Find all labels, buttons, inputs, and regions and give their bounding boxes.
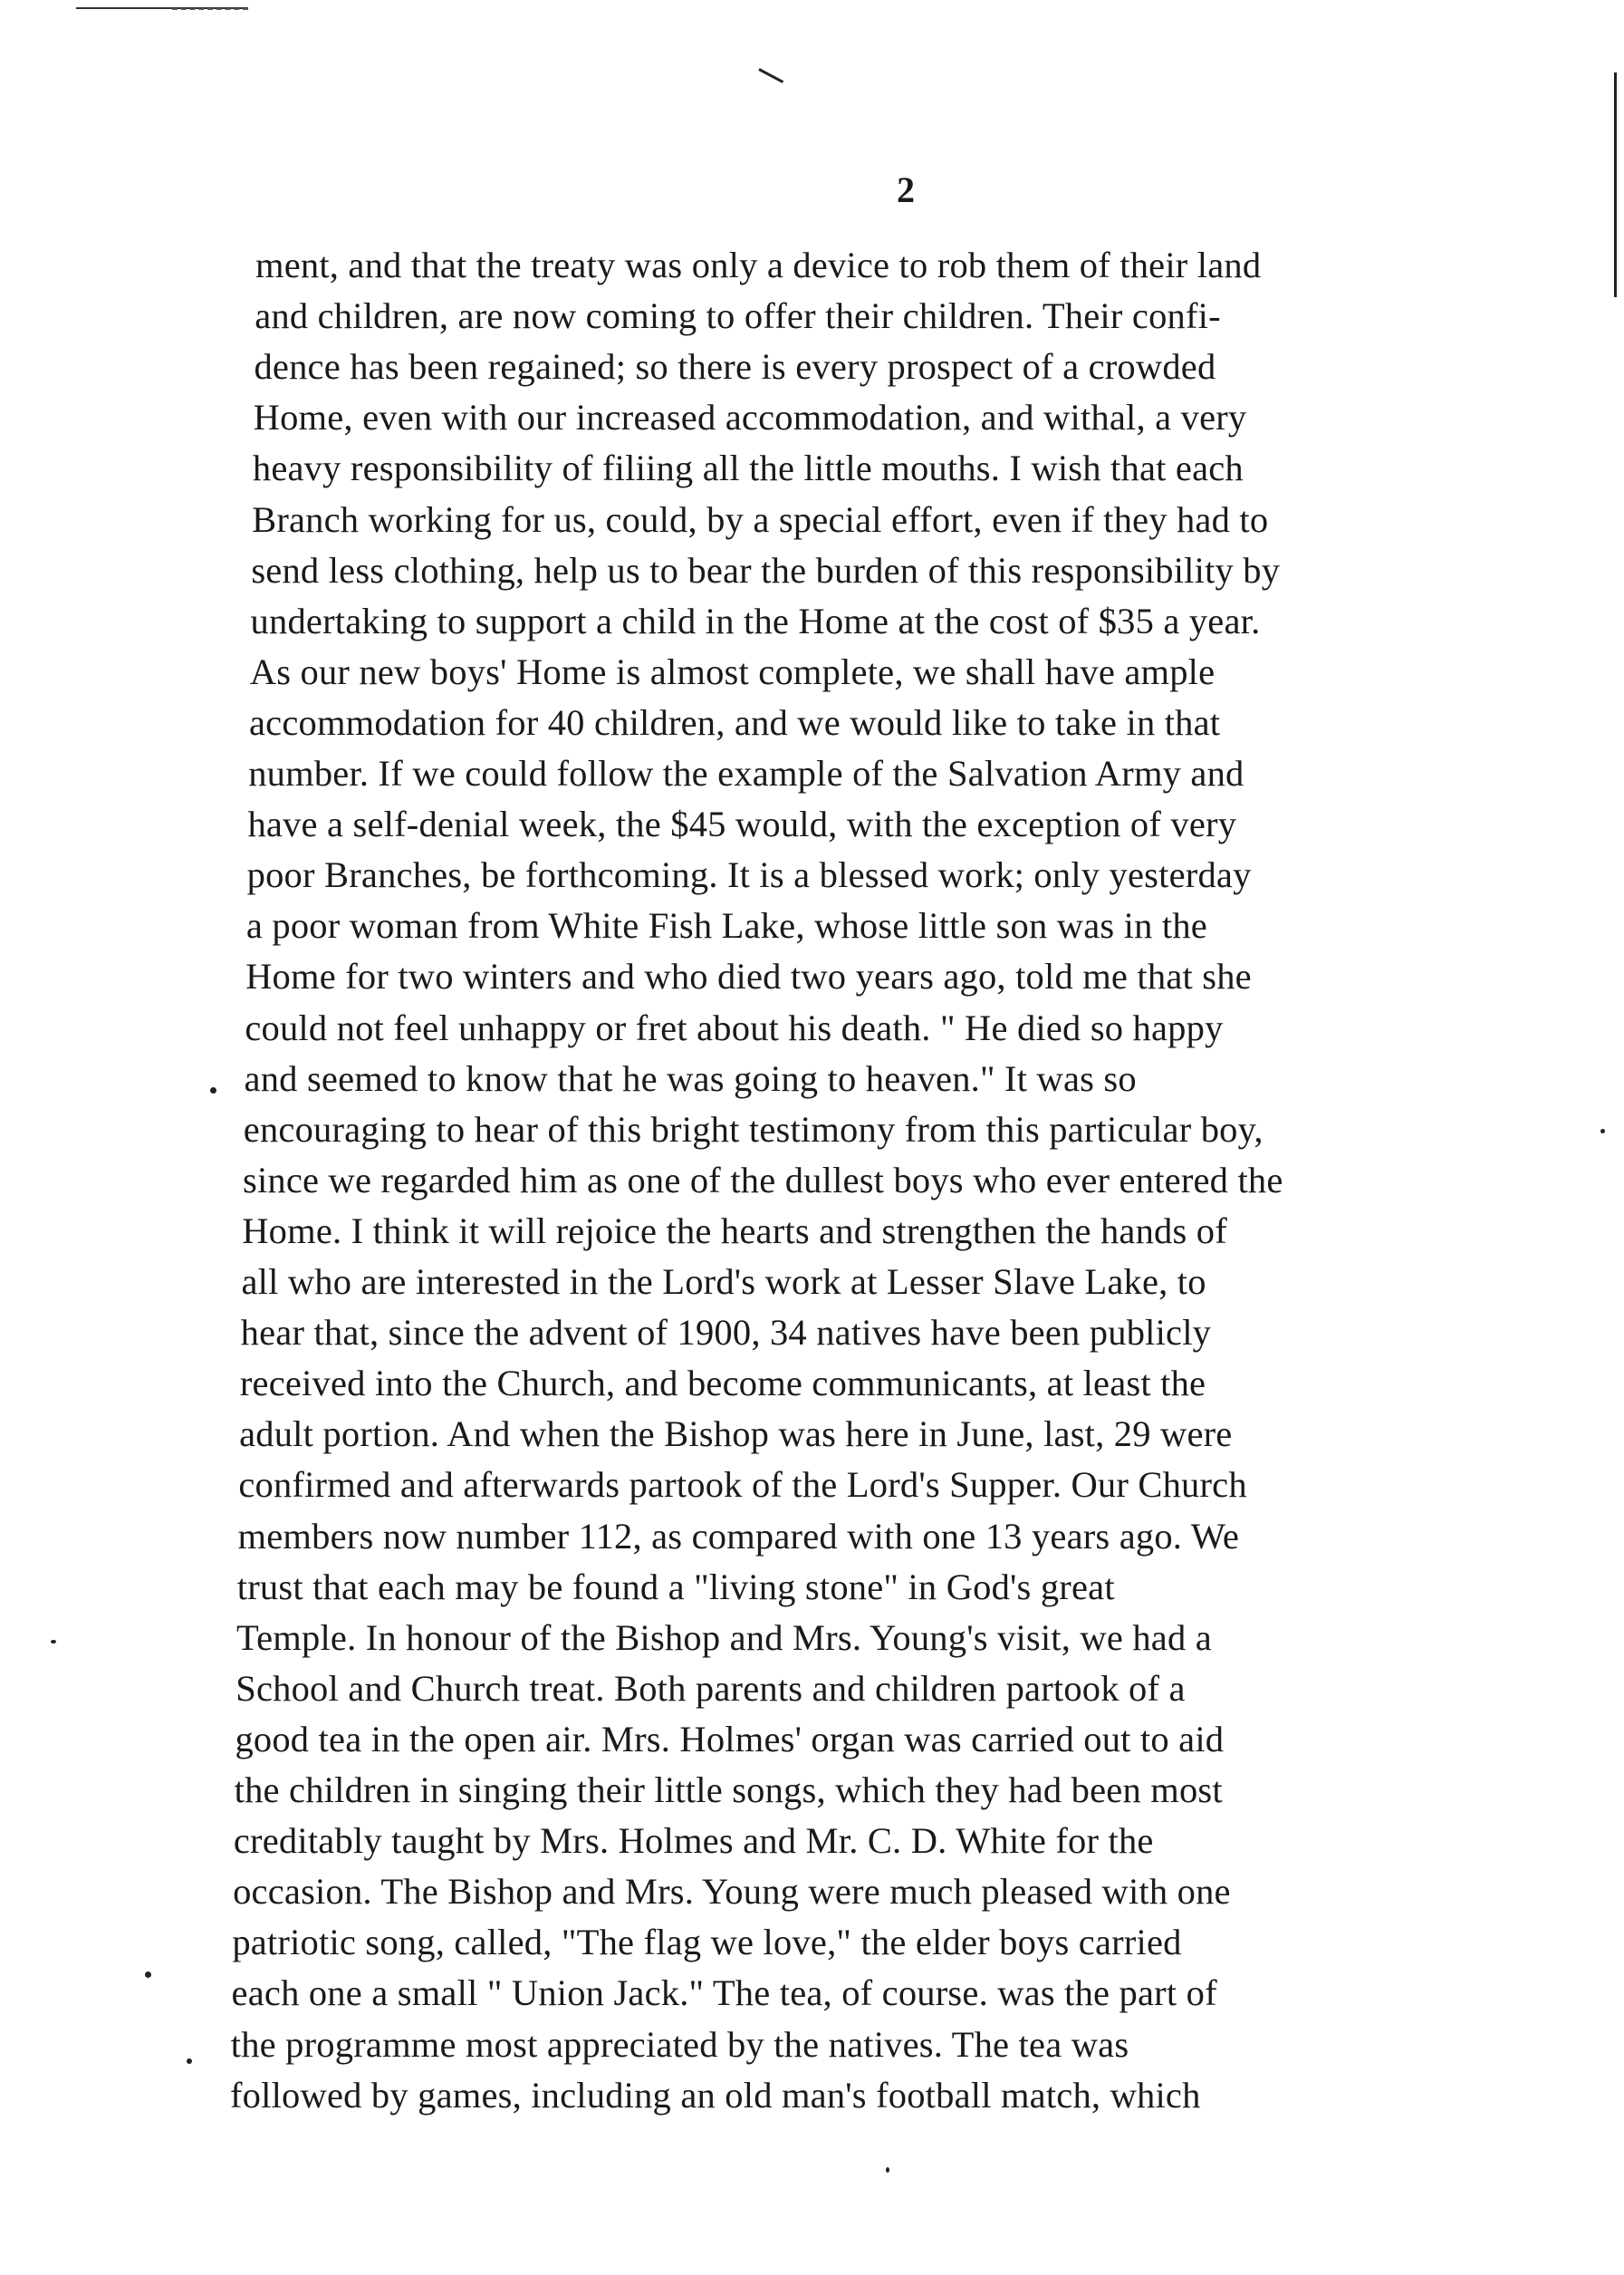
text-line: each one a small " Union Jack." The tea, of course. was the part of — [231, 1972, 1217, 2014]
text-line: since we regarded him as one of the dullest boys who ever entered the — [243, 1159, 1283, 1200]
text-line: patriotic song, called, "The flag we love," the elder boys carried — [232, 1922, 1182, 1963]
page-number: 2 — [897, 169, 915, 210]
text-line: number. If we could follow the example of the Salvation Army and — [248, 753, 1244, 794]
margin-line — [1614, 72, 1617, 297]
text-line: undertaking to support a child in the Home at the cost of $35 a year. — [250, 600, 1261, 641]
text-line: heavy responsibility of filiing all the little mouths. I wish that each — [252, 448, 1244, 489]
text-line: the programme most appreciated by the natives. The tea was — [230, 2023, 1129, 2065]
text-line: accommodation for 40 children, and we would like to take in that — [249, 701, 1221, 743]
text-line: Branch working for us, could, by a special effort, even if they had to — [252, 498, 1269, 540]
text-line: Home, even with our increased accommodation, and withal, a very — [253, 397, 1247, 439]
text-line: all who are interested in the Lord's work at Lesser Slave Lake, to — [241, 1261, 1206, 1302]
text-line: have a self-denial week, the $45 would, with the exception of very — [247, 804, 1237, 845]
text-line: creditably taught by Mrs. Holmes and Mr. C. D. White for the — [233, 1820, 1154, 1862]
text-line: received into the Church, and become communicants, at least the — [239, 1363, 1206, 1404]
text-line: and children, are now coming to offer their children. Their confi- — [255, 295, 1221, 337]
speck — [145, 1971, 151, 1978]
text-line: Temple. In honour of the Bishop and Mrs. Young's visit, we had a — [236, 1616, 1212, 1658]
text-line: members now number 112, as compared with one 13 years ago. We — [237, 1515, 1240, 1557]
text-line: good tea in the open air. Mrs. Holmes' organ was carried out to aid — [235, 1718, 1225, 1759]
text-line: encouraging to hear of this bright testimony from this particular boy, — [243, 1108, 1264, 1150]
speck — [1600, 1129, 1605, 1133]
text-line: poor Branches, be forthcoming. It is a blessed work; only yesterday — [246, 854, 1252, 896]
text-line: adult portion. And when the Bishop was here in June, last, 29 were — [239, 1413, 1233, 1455]
speck — [886, 2167, 889, 2173]
text-line: and seemed to know that he was going to heaven." It was so — [244, 1057, 1137, 1099]
text-line: trust that each may be found a "living stone" in God's great — [236, 1566, 1115, 1607]
speck — [187, 2058, 192, 2064]
text-line: the children in singing their little songs, which they had been most — [234, 1769, 1223, 1810]
text-line: a poor woman from White Fish Lake, whose little son was in the — [245, 905, 1207, 947]
text-line: dence has been regained; so there is every prospect of a crowded — [254, 346, 1216, 388]
text-line: confirmed and afterwards partook of the Lord's Supper. Our Church — [238, 1464, 1247, 1506]
text-line: followed by games, including an old man's football match, which — [230, 2074, 1201, 2116]
text-line: Home for two winters and who died two years ago, told me that she — [245, 956, 1252, 998]
text-line: send less clothing, help us to bear the burden of this responsibility by — [251, 549, 1281, 591]
speck — [210, 1087, 216, 1094]
text-line: ment, and that the treaty was only a device to rob them of their land — [255, 245, 1262, 285]
text-line: As our new boys' Home is almost complete, we shall have ample — [249, 651, 1216, 692]
text-line: could not feel unhappy or fret about his death. " He died so happy — [245, 1007, 1224, 1048]
text-line: School and Church treat. Both parents and children partook of a — [235, 1667, 1186, 1709]
text-line: occasion. The Bishop and Mrs. Young were much pleased with one — [233, 1871, 1231, 1913]
speck — [51, 1640, 56, 1644]
stray-mark — [758, 68, 783, 83]
top-rule-dash — [172, 8, 248, 10]
text-line: hear that, since the advent of 1900, 34 natives have been publicly — [240, 1312, 1212, 1354]
text-line: Home. I think it will rejoice the hearts and strengthen the hands of — [242, 1210, 1227, 1251]
